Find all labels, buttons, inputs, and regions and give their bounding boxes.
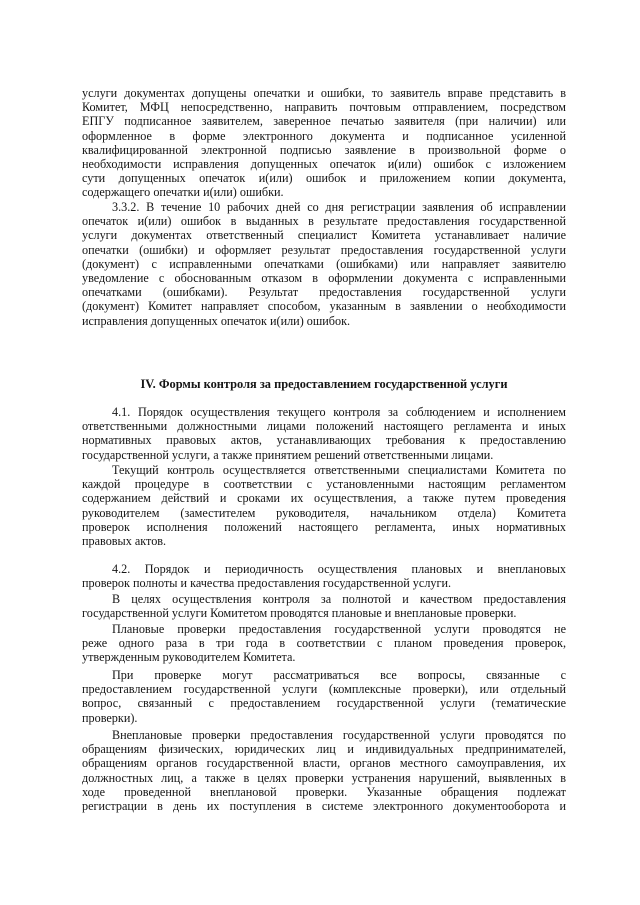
text-line: оформленное в форме электронного документа и подписанное усиленной	[82, 128, 566, 143]
text-line: обращениям физических, юридических лиц и индивидуальных предпринимателей,	[82, 742, 566, 757]
text-line: услуги документах ответственный специалист Комитета устанавливает наличие	[82, 228, 566, 243]
text-line: необходимости исправления допущенных опечаток и(или) ошибок с изложением	[82, 156, 566, 171]
text-line: должностных лиц, а также в целях проверки устранения нарушений, выявленных в	[82, 770, 566, 785]
text-line: сути допущенных опечаток и(или) ошибок и приложением копии документа,	[82, 171, 566, 186]
text-line: государственной услуги Комитетом проводятся плановые и внеплановые проверки.	[82, 606, 517, 621]
text-line: руководителем (заместителем руководителя, начальником отдела) Комитета	[82, 505, 566, 520]
text-line: опечаток и(или) ошибок в выданных в результате предоставления государственной	[82, 214, 566, 229]
text-line: 3.3.2. В течение 10 рабочих дней со дня регистрации заявления об исправлении	[112, 200, 566, 214]
text-line: 4.1. Порядок осуществления текущего контроля за соблюдением и исполнением	[112, 405, 566, 419]
text-line: проверок полноты и качества предоставления государственной услуги.	[82, 576, 452, 591]
paragraph-check-scope	[82, 668, 566, 725]
text-line: утвержденным руководителем Комитета.	[82, 650, 296, 665]
text-line: квалифицированной электронной подписью заявление в произвольной форме о	[82, 142, 566, 157]
text-line: При проверке могут рассматриваться все вопросы, связанные с	[112, 668, 566, 682]
text-line: нормативных правовых актов, устанавливающих требования к предоставлению	[82, 433, 566, 448]
text-line: вопрос, связанный с предоставлением государственной услуги (тематические	[82, 696, 566, 711]
text-line: Внеплановые проверки предоставления государственной услуги проводятся по	[112, 728, 566, 742]
paragraph-unplanned-checks	[82, 728, 566, 813]
text-line: государственной услуги, а также принятием решений ответственными лицами.	[82, 447, 494, 462]
text-line: содержащего опечатки и(или) ошибки.	[82, 185, 284, 200]
text-line: исправления допущенных опечаток и(или) ошибок.	[82, 313, 351, 328]
text-line: В целях осуществления контроля за полнотой и качеством предоставления	[112, 592, 566, 606]
text-line: проверки).	[82, 710, 138, 725]
paragraph-current-control	[82, 463, 566, 548]
paragraph-request-correction	[82, 86, 566, 200]
text-line: (документ) Комитет направляет способом, указанным в заявлении о необходимости	[82, 299, 566, 314]
text-line: Плановые проверки предоставления государственной услуги проводятся не	[112, 622, 566, 636]
text-line: (документ) с исправленными опечатками (ошибками) или направляет заявителю	[82, 256, 566, 271]
paragraph-4-2	[82, 562, 566, 590]
text-line: опечатки (ошибки) и оформляет результат предоставления государственной услуги	[82, 242, 566, 257]
text-line: 4.2. Порядок и периодичность осуществления плановых и внеплановых	[112, 562, 566, 576]
text-line: опечатками (ошибками). Результат предоставления государственной услуги	[82, 285, 566, 300]
paragraph-4-1	[82, 405, 566, 462]
section-heading: IV. Формы контроля за предоставлением государственной услуги	[140, 377, 508, 391]
text-line: проверок исполнения положений настоящего регламента, иных нормативных	[82, 519, 566, 534]
text-line: Комитет, МФЦ непосредственно, направить почтовым отправлением, посредством	[82, 100, 566, 115]
text-line: Текущий контроль осуществляется ответственными специалистами Комитета по	[112, 463, 566, 477]
text-line: уведомление с обоснованным отказом в оформлении документа с исправленными	[82, 270, 566, 285]
text-line: правовых актов.	[82, 533, 167, 548]
text-line: ходе проведенной внеплановой проверки. Указанные обращения подлежат	[82, 784, 566, 799]
text-line: содержанием действий и сроками их осуществления, а также путем проведения	[82, 491, 566, 506]
text-line: реже одного раза в три года в соответствии с планом проведения проверок,	[82, 636, 566, 651]
text-line: каждой процедуре в соответствии с установленными настоящим регламентом	[82, 477, 566, 492]
text-line: ЕПГУ подписанное заявителем, заверенное печатью заявителя (при наличии) или	[82, 114, 566, 129]
paragraph-control-purpose	[82, 592, 566, 620]
text-line: предоставлением государственной услуги (комплексные проверки), или отдельный	[82, 682, 566, 697]
paragraph-3-3-2	[82, 200, 566, 328]
text-line: обращениям органов государственной власти, органов местного самоуправления, их	[82, 756, 566, 771]
text-line: ответственными должностными лицами положений настоящего регламента и иных	[82, 419, 566, 434]
text-line: услуги документах допущены опечатки и ошибки, то заявитель вправе представить в	[82, 86, 566, 100]
text-line: регистрации в день их поступления в системе электронного документооборота и	[82, 798, 566, 813]
paragraph-planned-checks	[82, 622, 566, 665]
